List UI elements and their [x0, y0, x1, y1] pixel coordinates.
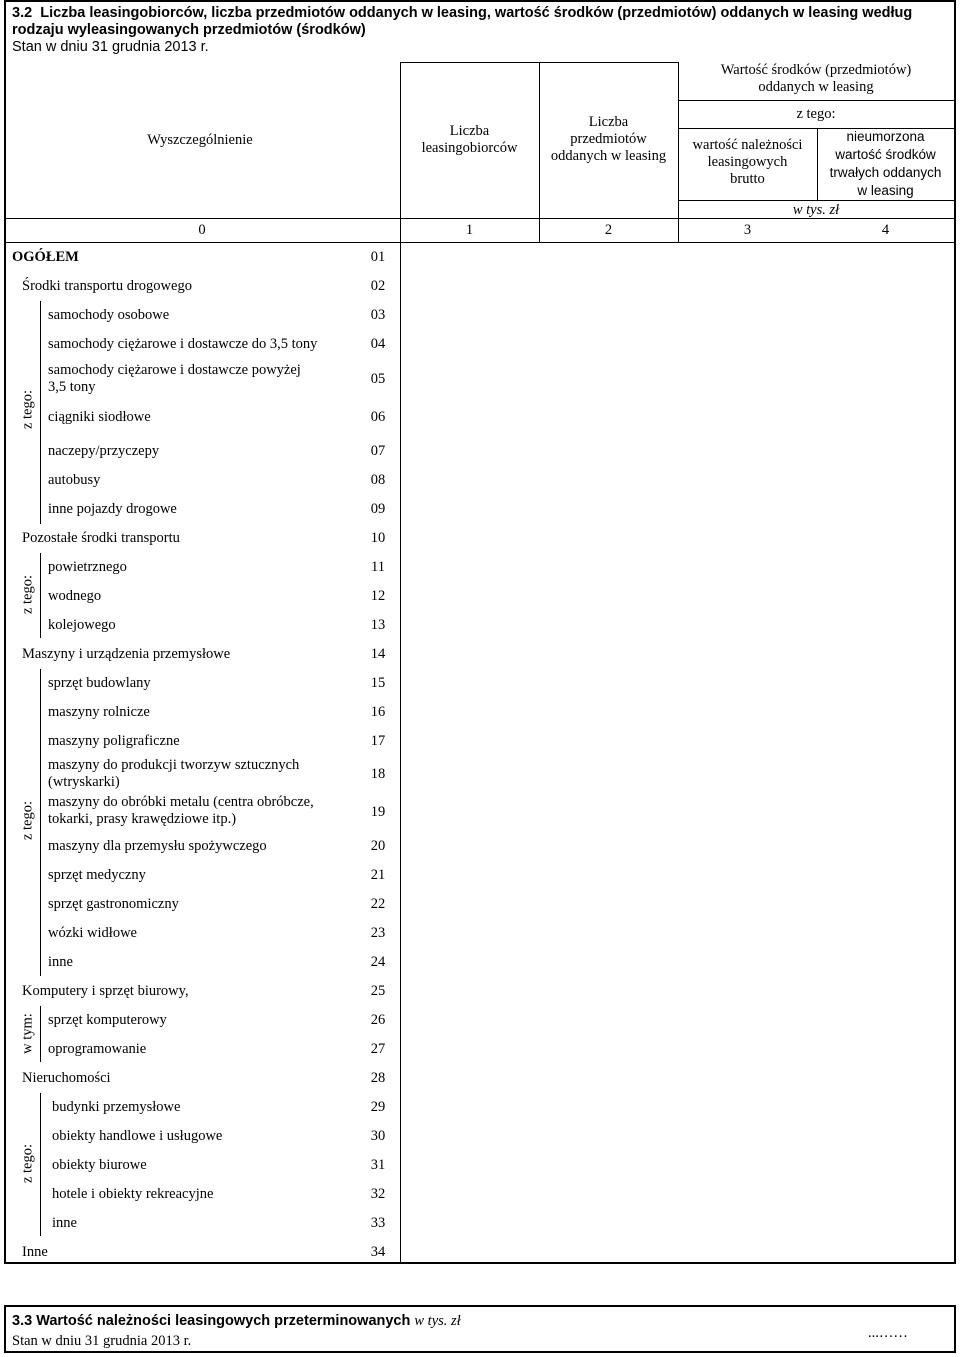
row-label: maszyny do obróbki metalu (centra obróbcze, tokarki, prasy krawędziowe itp.) — [48, 794, 314, 827]
row-number: 28 — [370, 1070, 386, 1086]
row-number: 01 — [370, 249, 386, 265]
row-number: 10 — [370, 530, 386, 546]
grid-line — [400, 62, 678, 63]
row-number: 17 — [370, 733, 386, 749]
header-col-3: wartość należności leasingowych brutto — [692, 137, 803, 187]
row-label: maszyny rolnicze — [48, 704, 150, 720]
row-number: 22 — [370, 896, 386, 912]
row-label: Inne — [22, 1244, 48, 1260]
row-label: wózki widłowe — [48, 925, 137, 941]
group-bracket-line — [40, 669, 41, 976]
grid-line — [678, 100, 954, 101]
header-col-2: Liczba przedmiotów oddanych w leasing — [550, 114, 667, 164]
col-number-0: 0 — [198, 222, 206, 238]
row-number: 13 — [370, 617, 386, 633]
side-label-transport: z tego: — [19, 389, 36, 430]
row-number: 29 — [370, 1099, 386, 1115]
header-col-description: Wyszczególnienie — [147, 132, 253, 148]
row-label: Pozostałe środki transportu — [22, 530, 180, 546]
row-label: kolejowego — [48, 617, 116, 633]
row-label: obiekty handlowe i usługowe — [52, 1128, 223, 1144]
group-bracket-line — [40, 1006, 41, 1062]
row-label: samochody ciężarowe i dostawcze do 3,5 tony — [48, 336, 318, 352]
row-number: 16 — [370, 704, 386, 720]
row-label: autobusy — [48, 472, 101, 488]
col-number-4: 4 — [881, 222, 890, 238]
row-number: 21 — [370, 867, 386, 883]
row-number: 14 — [370, 646, 386, 662]
row-number: 15 — [370, 675, 386, 691]
col-number-2: 2 — [604, 222, 613, 238]
title-number: 3.2 — [12, 5, 33, 21]
row-label: oprogramowanie — [48, 1041, 147, 1057]
row-label: Komputery i sprzęt biurowy, — [22, 983, 189, 999]
section-3-3-title: 3.3 Wartość należności leasingowych przeterminowanych w tys. zł — [12, 1313, 461, 1329]
header-col-1: Liczba leasingobiorców — [421, 123, 518, 156]
grid-line — [4, 242, 956, 243]
section-3-3-value-field[interactable]: ...…… — [868, 1325, 908, 1341]
header-z-tego: z tego: — [796, 106, 836, 122]
row-number: 12 — [370, 588, 386, 604]
header-value-group: Wartość środków (przedmiotów) oddanych w leasing — [720, 62, 912, 95]
row-label: sprzęt medyczny — [48, 867, 146, 883]
row-label: budynki przemysłowe — [52, 1099, 181, 1115]
side-label-machines: z tego: — [19, 800, 36, 841]
row-label: obiekty biurowe — [52, 1157, 147, 1173]
row-number: 03 — [370, 307, 386, 323]
row-number: 19 — [370, 804, 386, 820]
row-number: 33 — [370, 1215, 386, 1231]
title-date: Stan w dniu 31 grudnia 2013 r. — [12, 39, 209, 55]
row-label: maszyny do produkcji tworzyw sztucznych (wtryskarki) — [48, 757, 300, 790]
side-label-property: z tego: — [19, 1143, 36, 1184]
row-label: samochody ciężarowe i dostawcze powyżej 3,5 tony — [48, 362, 301, 395]
row-number: 20 — [370, 838, 386, 854]
row-number: 31 — [370, 1157, 386, 1173]
grid-line — [678, 200, 954, 201]
row-label: samochody osobowe — [48, 307, 170, 323]
row-label: Środki transportu drogowego — [22, 278, 192, 294]
row-number: 09 — [370, 501, 386, 517]
row-label: sprzęt gastronomiczny — [48, 896, 179, 912]
row-label: wodnego — [48, 588, 102, 604]
row-label: inne — [48, 954, 73, 970]
form-table-frame — [4, 0, 956, 1264]
row-label: hotele i obiekty rekreacyjne — [52, 1186, 214, 1202]
row-number: 18 — [370, 766, 386, 782]
row-label: ciągniki siodłowe — [48, 409, 151, 425]
group-bracket-line — [40, 553, 41, 638]
row-number: 05 — [370, 371, 386, 387]
row-label: maszyny poligraficzne — [48, 733, 180, 749]
section-3-3-date: Stan w dniu 31 grudnia 2013 r. — [12, 1333, 192, 1349]
section-3-3-box — [4, 1305, 956, 1353]
row-number: 02 — [370, 278, 386, 294]
side-label-computers: w tym: — [19, 1013, 36, 1054]
group-bracket-line — [40, 1093, 41, 1236]
row-label: powietrznego — [48, 559, 127, 575]
row-number: 30 — [370, 1128, 386, 1144]
row-label: OGÓŁEM — [12, 249, 79, 265]
header-col-4: nieumorzona wartość środków trwałych oddanych w leasing — [829, 129, 942, 198]
row-number: 32 — [370, 1186, 386, 1202]
side-label-other-transport: z tego: — [19, 574, 36, 615]
row-number: 24 — [370, 954, 386, 970]
col-number-3: 3 — [743, 222, 752, 238]
row-number: 08 — [370, 472, 386, 488]
col-number-1: 1 — [465, 222, 474, 238]
row-label: Maszyny i urządzenia przemysłowe — [22, 646, 231, 662]
row-number: 06 — [370, 409, 386, 425]
group-bracket-line — [40, 301, 41, 524]
row-label: Nieruchomości — [22, 1070, 111, 1086]
row-number: 26 — [370, 1012, 386, 1028]
row-number: 27 — [370, 1041, 386, 1057]
row-label: inne — [52, 1215, 77, 1231]
table-title — [12, 5, 952, 56]
row-label: sprzęt budowlany — [48, 675, 151, 691]
row-number: 04 — [370, 336, 386, 352]
row-number: 11 — [371, 559, 385, 575]
row-label: inne pojazdy drogowe — [48, 501, 177, 517]
row-label: naczepy/przyczepy — [48, 443, 160, 459]
row-label: sprzęt komputerowy — [48, 1012, 167, 1028]
header-unit: w tys. zł — [792, 202, 840, 218]
title-line-1: Liczba leasingobiorców, liczba przedmiotów oddanych w leasing, wartość środków (przedmiotów) oddanych w leasing według — [40, 5, 913, 21]
row-number: 23 — [370, 925, 386, 941]
title-line-2: rodzaju wyleasingowanych przedmiotów (środków) — [12, 22, 366, 38]
row-number: 07 — [370, 443, 386, 459]
row-label: maszyny dla przemysłu spożywczego — [48, 838, 267, 854]
row-number: 25 — [370, 983, 386, 999]
row-number: 34 — [370, 1244, 386, 1260]
